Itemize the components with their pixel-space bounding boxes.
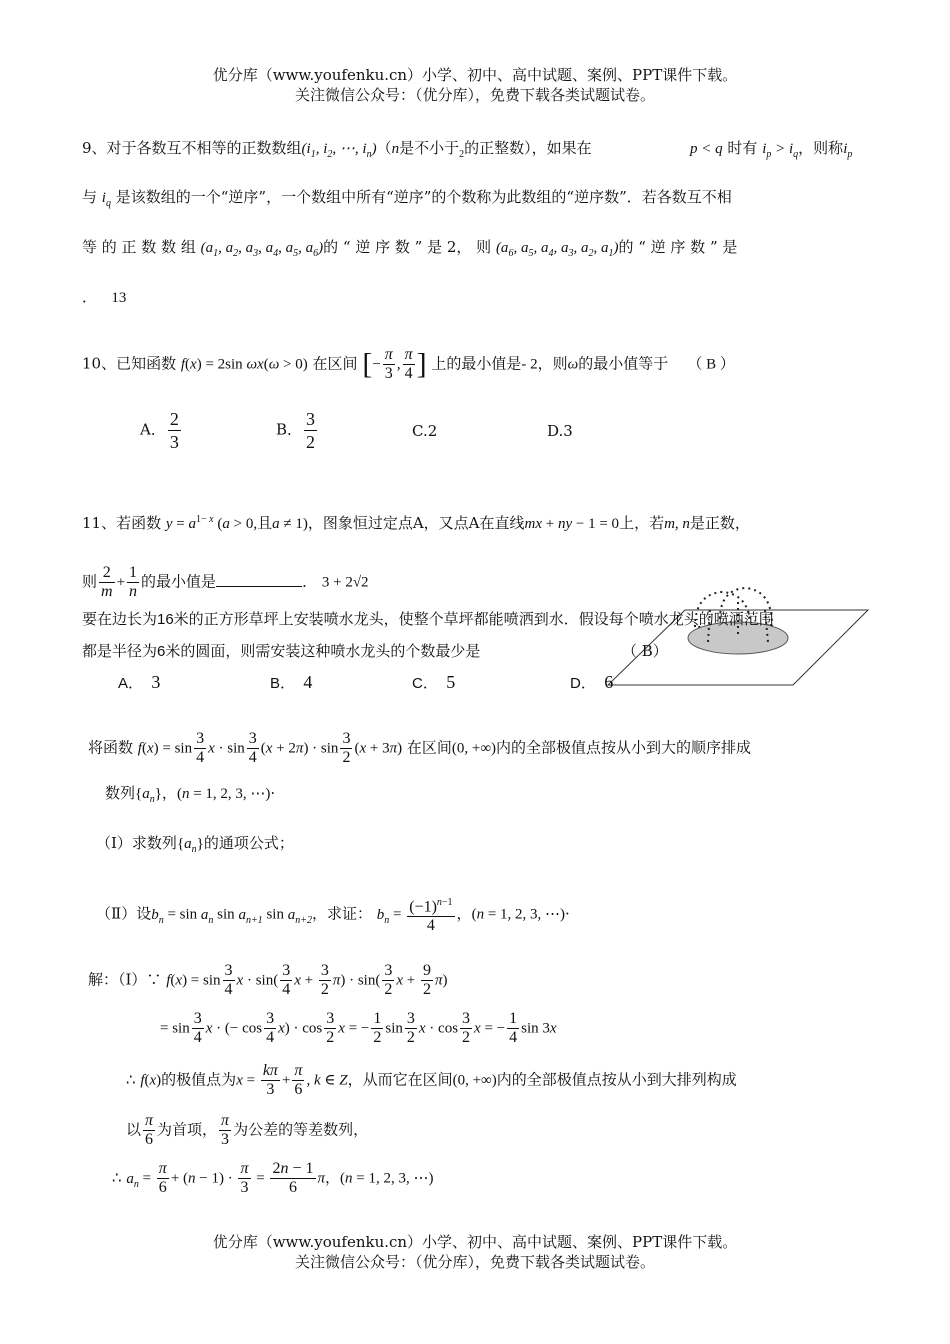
solution-line-3: ∴ f(x)的极值点为x = $\frac{k\pi}{3}$ + $\frac{\pi}{6}$ , k ∈ Z，从而它在区间(0, +∞)内的全部极值点按从小到大排列构成 xyxy=(126,1062,737,1098)
q11-line-1: 11、若函数 $y = a^{1- x}$ (a > 0,且a ≠ 1)，图象恒过定点A，又点A在直线mx + ny − 1 = 0上，若m, n是正数， xyxy=(82,514,750,532)
q9-text: 9、对于各数互不相等的正数数组 xyxy=(82,139,302,157)
q12-option-c: C． 5 xyxy=(412,672,456,692)
q10-option-c: C.2 xyxy=(412,422,438,440)
q12-option-d: D． 6 xyxy=(570,672,614,692)
q10-line-1: 10、已知函数 f(x) = 2sin ωx(ω > 0) 在区间 [− $\frac{\pi}{3}$ , $\frac{\pi}{4}$ ] 上的最小值是- 2，则ω的最小值等于 （ B ） xyxy=(82,346,735,382)
q12-option-a: A． 3 xyxy=(118,672,161,692)
header-line-1: 优分库（www.youfenku.cn）小学、初中、高中试题、案例、PPT课件下载。 xyxy=(212,66,738,84)
q9-line-1: 9、对于各数互不相等的正数数组($i_1$, $i_2$, ⋯, $i_n)(n$是不小于$_2$的正整数），如果在 xyxy=(82,139,592,160)
q12-line-1: 要在边长为16米的正方形草坪上安装喷水龙头，使整个草坪都能喷洒到水．假设每个喷水龙头的喷洒范围 xyxy=(82,611,774,628)
header-line-2: 关注微信公众号：（优分库），免费下载各类试题试卷。 xyxy=(294,86,655,104)
answer-blank[interactable] xyxy=(216,572,302,587)
q11-line-2: 则 $\frac{2}{m}$ + $\frac{1}{n}$ 的最小值是 ． 3 + 2√2 xyxy=(82,564,369,600)
sprinkler-figure xyxy=(600,580,870,690)
q9-line-2: 与 $i_q$ 是该数组的一个“逆序”，一个数组中所有“逆序”的个数称为此数组的“逆序数”．若各数互不相 xyxy=(82,188,732,209)
q9-line-1-right: p < q 时有 $i_p > i_q$，则称$i_p$ xyxy=(690,139,853,160)
q10-answer: （ B ） xyxy=(687,356,735,373)
q13-intro-line-2: 数列$\{a_n\}$，(n = 1, 2, 3, ⋯)· xyxy=(105,784,276,805)
q13-part-1: （Ⅰ）求数列$\{a_n\}$的通项公式； xyxy=(96,834,294,855)
q12-answer: （ B） xyxy=(622,642,668,660)
solution-line-2: = sin $\frac{3}{4}$ x · (− cos $\frac{3}{4}$ x) · cos $\frac{3}{2}$ x = − $\frac{1}{2}$ sin $\frac{3}{2}$ x · cos $\frac{3}{2}$ x = − $\frac{1}{4}$ sin 3x xyxy=(160,1010,557,1046)
solution-line-5: ∴ $a_n$ = $\frac{\pi}{6}$ + (n − 1) · $\frac{\pi}{3}$ = $\frac{2n - 1}{6}$ π，(n = 1, 2, 3, ⋯) xyxy=(112,1160,434,1196)
q9-line-3: 等 的 正 数 数 组 ($a_1$, $a_2$, $a_3$, $a_4$, $a_5$, $a_6$)的 “ 逆 序 数 ” 是 2， 则 ($a_6$, $a_5$, $a_4$, $a_3$, $a_2$, $a_1$)的 “ 逆 序 数 ” 是 xyxy=(82,238,738,259)
q13-intro-line-1: 将函数 f(x) = sin $\frac{3}{4}$ x · sin $\frac{3}{4}$ (x + 2π) · sin $\frac{3}{2}$ (x + 3π) 在区间(0, +∞)内的全部极值点按从小到大的顺序排成 xyxy=(88,730,752,766)
footer-line-1: 优分库（www.youfenku.cn）小学、初中、高中试题、案例、PPT课件下载。 xyxy=(212,1233,738,1251)
q9-answer: ． 13 xyxy=(82,288,127,306)
solution-line-1: 解：（Ⅰ）∵ f(x) = sin $\frac{3}{4}$ x · sin( $\frac{3}{4}$ x + $\frac{3}{2}$ π) · sin( $\frac{3}{2}$ x + $\frac{9}{2}$ π) xyxy=(88,962,448,998)
q13-part-2: （Ⅱ）设$b_n = \sin a_n$ $\sin a_{n+1}$ $\sin a_{n+2}$，求证： $b_n$ = $\frac{(-1)^{n-1}}{4}$ ，(n = 1, 2, 3, ⋯)· xyxy=(96,894,570,935)
solution-line-4: 以 $\frac{\pi}{6}$ 为首项， $\frac{\pi}{3}$ 为公差的等差数列， xyxy=(126,1112,369,1148)
footer-line-2: 关注微信公众号：（优分库），免费下载各类试题试卷。 xyxy=(294,1253,655,1271)
q12-line-2: 都是半径为6米的圆面，则需安装这种喷水龙头的个数最少是 xyxy=(82,643,481,660)
q11-answer: 3 + 2√2 xyxy=(321,574,369,591)
q10-option-d: D.3 xyxy=(547,422,573,440)
q12-option-b: B． 4 xyxy=(270,672,313,692)
q10-option-a: A． $\frac{2}{3}$ xyxy=(140,409,179,452)
q10-option-b: B． $\frac{3}{2}$ xyxy=(276,409,316,452)
